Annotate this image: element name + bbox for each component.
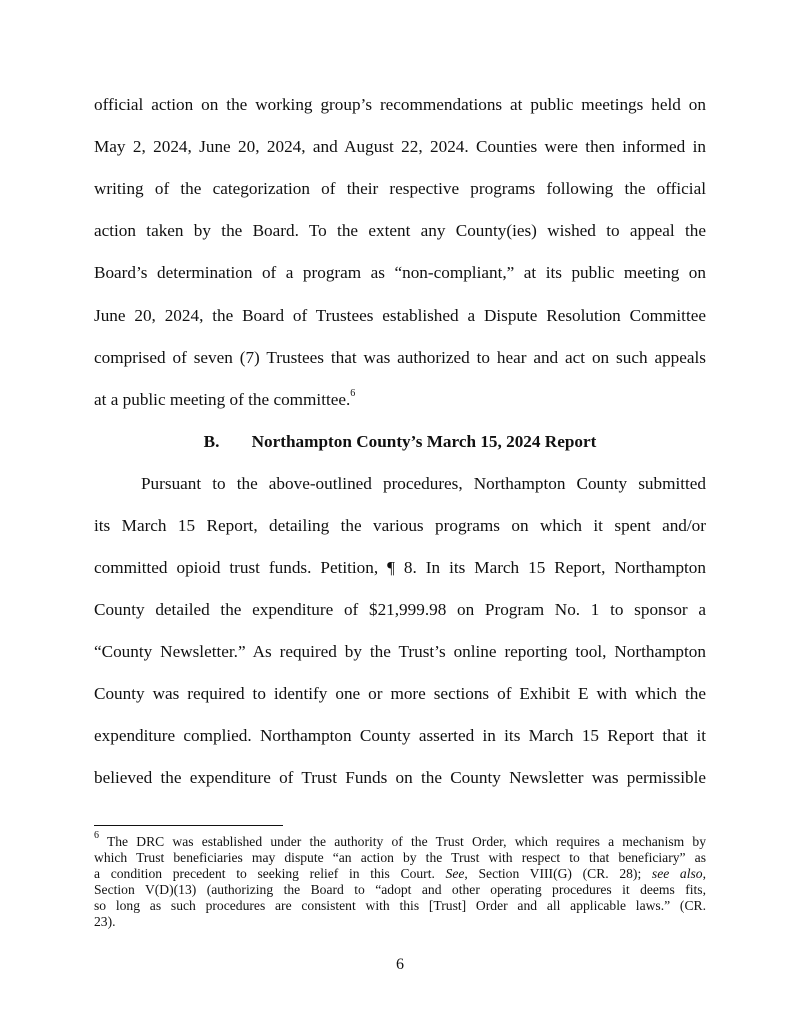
body-text-line: June 20, 2024, the Board of Trustees established a Dispute Resolution Committee bbox=[94, 306, 706, 325]
section-label: B. bbox=[203, 432, 220, 451]
body-text-line: believed the expenditure of Trust Funds on the County Newsletter was permissible bbox=[94, 768, 706, 787]
body-text-line: County was required to identify one or more sections of Exhibit E with which the bbox=[94, 684, 706, 703]
body-text-line: writing of the categorization of their respective programs following the official bbox=[94, 179, 706, 198]
body-text-line: Pursuant to the above-outlined procedures, Northampton County submitted bbox=[141, 474, 706, 493]
footnote-line bbox=[94, 866, 706, 881]
page-number: 6 bbox=[396, 956, 404, 973]
section-title: Northampton County’s March 15, 2024 Report bbox=[251, 432, 597, 451]
footnote-text: , bbox=[702, 866, 706, 881]
footnote-text: The DRC was established under the authority of the Trust Order, which requires a mechanism by bbox=[99, 834, 706, 849]
body-text-line: Board’s determination of a program as “non-compliant,” at its public meeting on bbox=[94, 263, 706, 282]
section-heading bbox=[0, 432, 800, 452]
body-text-line-with-footnote bbox=[94, 390, 706, 412]
footnote-line: so long as such procedures are consistent with this [Trust] Order and all applicable laws.” (CR. bbox=[94, 898, 706, 913]
body-text-line: its March 15 Report, detailing the various programs on which it spent and/or bbox=[94, 516, 706, 535]
footnote-reference[interactable]: 6 bbox=[350, 388, 356, 400]
body-text-line: “County Newsletter.” As required by the Trust’s online reporting tool, Northampton bbox=[94, 642, 706, 661]
body-text-line: committed opioid trust funds. Petition, ¶ 8. In its March 15 Report, Northampton bbox=[94, 558, 706, 577]
body-text: at a public meeting of the committee. bbox=[94, 390, 351, 409]
footnote-line: 23). bbox=[94, 914, 116, 929]
citation-signal-see: See bbox=[445, 866, 465, 881]
footnote-text: , Section VIII(G) (CR. 28); bbox=[464, 866, 652, 881]
body-text-line: expenditure complied. Northampton County asserted in its March 15 Report that it bbox=[94, 726, 706, 745]
footnote-line: Section V(D)(13) (authorizing the Board to “adopt and other operating procedures it deems fits, bbox=[94, 882, 706, 897]
body-text-line: comprised of seven (7) Trustees that was authorized to hear and act on such appeals bbox=[94, 348, 706, 367]
footnote-text: a condition precedent to seeking relief in this Court. bbox=[94, 866, 446, 881]
footnote-number: 6 bbox=[94, 830, 99, 842]
citation-signal-see-also: see also bbox=[651, 866, 703, 881]
footnote-separator bbox=[94, 825, 283, 826]
body-text-line: official action on the working group’s recommendations at public meetings held on bbox=[94, 95, 706, 114]
body-text-line: County detailed the expenditure of $21,999.98 on Program No. 1 to sponsor a bbox=[94, 600, 706, 619]
footnote-line: which Trust beneficiaries may dispute “an action by the Trust with respect to that beneficiary” as bbox=[94, 850, 706, 865]
footnote-line bbox=[94, 830, 706, 849]
body-text-line: action taken by the Board. To the extent any County(ies) wished to appeal the bbox=[94, 221, 706, 240]
body-text-line: May 2, 2024, June 20, 2024, and August 22, 2024. Counties were then informed in bbox=[94, 137, 706, 156]
